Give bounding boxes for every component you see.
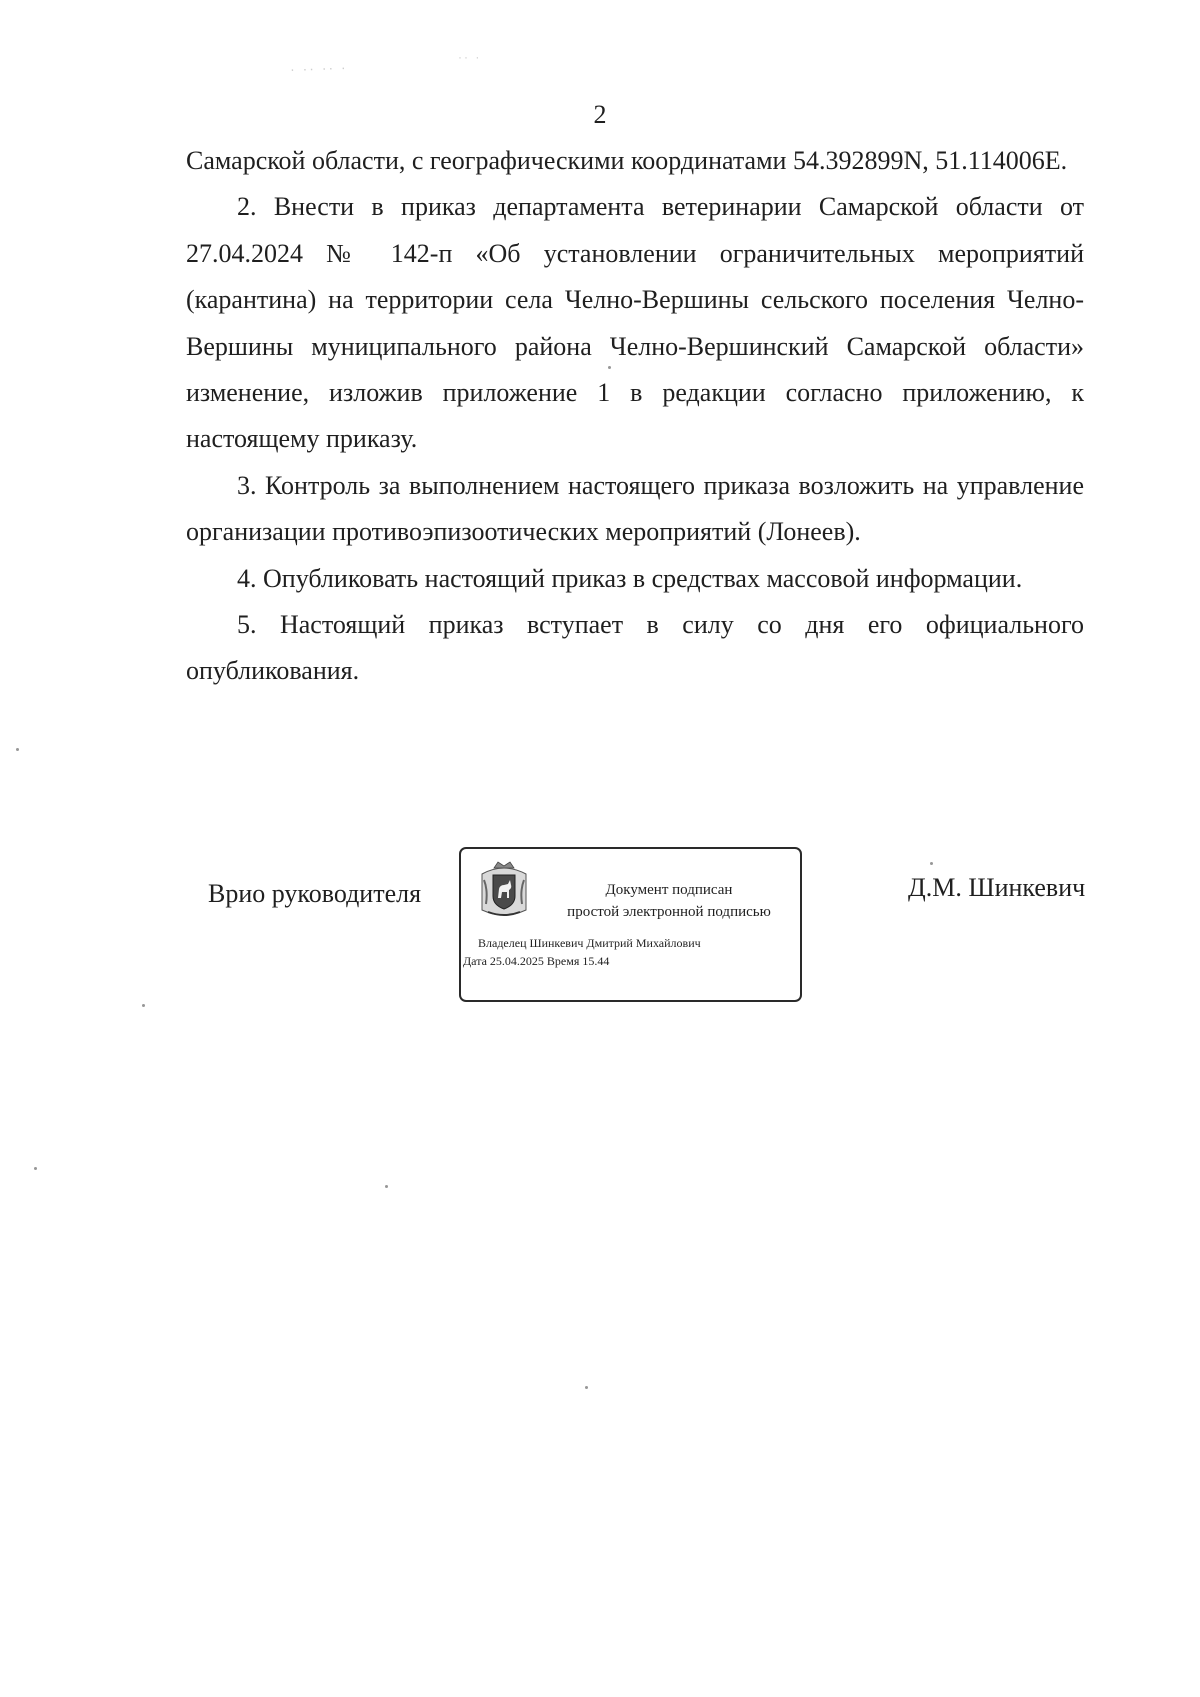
signer-position: Врио руководителя	[208, 879, 422, 908]
paragraph-2: 2. Внести в приказ департамента ветеринарии Самарской области от 27.04.2024 № 142-п «Об установлении ограничительных мероприятий (карантина) на территории села Челно-Вершины сельского поселения Челно-Вершины муниципального района Челно-Вершинский Самарской области» изменение, изложив приложение 1 в редакции согласно приложению, к настоящему приказу.	[186, 192, 1084, 454]
stamp-header-line-2: простой электронной подписью	[567, 904, 771, 920]
scan-speck	[608, 366, 611, 369]
stamp-header-line-1: Документ подписан	[605, 882, 733, 898]
scan-speck	[142, 1004, 145, 1007]
samara-region-coat-of-arms-icon	[478, 860, 530, 922]
scan-speck	[16, 748, 19, 751]
stamp-date-time: Дата 25.04.2025 Время 15.44	[463, 954, 610, 968]
page-number: 2	[593, 100, 607, 129]
stamp-owner: Владелец Шинкевич Дмитрий Михайлович	[478, 936, 701, 950]
scan-artifact: · ·· ·· ·	[289, 58, 348, 78]
stamp-header	[539, 879, 799, 923]
scan-speck	[930, 862, 933, 865]
paragraph-coordinates: Самарской области, с географическими координатами 54.392899N, 51.114006E.	[186, 146, 1068, 175]
scan-speck	[585, 1386, 588, 1389]
scan-speck	[385, 1185, 388, 1188]
scan-speck	[34, 1167, 37, 1170]
paragraph-3: 3. Контроль за выполнением настоящего приказа возложить на управление организации противоэпизоотических мероприятий (Лонеев).	[186, 470, 1084, 547]
electronic-signature-stamp	[459, 847, 802, 1002]
paragraph-4: 4. Опубликовать настоящий приказ в средствах массовой информации.	[237, 563, 1023, 593]
signer-name: Д.М. Шинкевич	[908, 873, 1086, 902]
document-body	[186, 138, 1084, 695]
scan-artifact: ·· ·	[458, 50, 482, 64]
paragraph-5: 5. Настоящий приказ вступает в силу со дня его официального опубликования.	[186, 610, 1084, 686]
